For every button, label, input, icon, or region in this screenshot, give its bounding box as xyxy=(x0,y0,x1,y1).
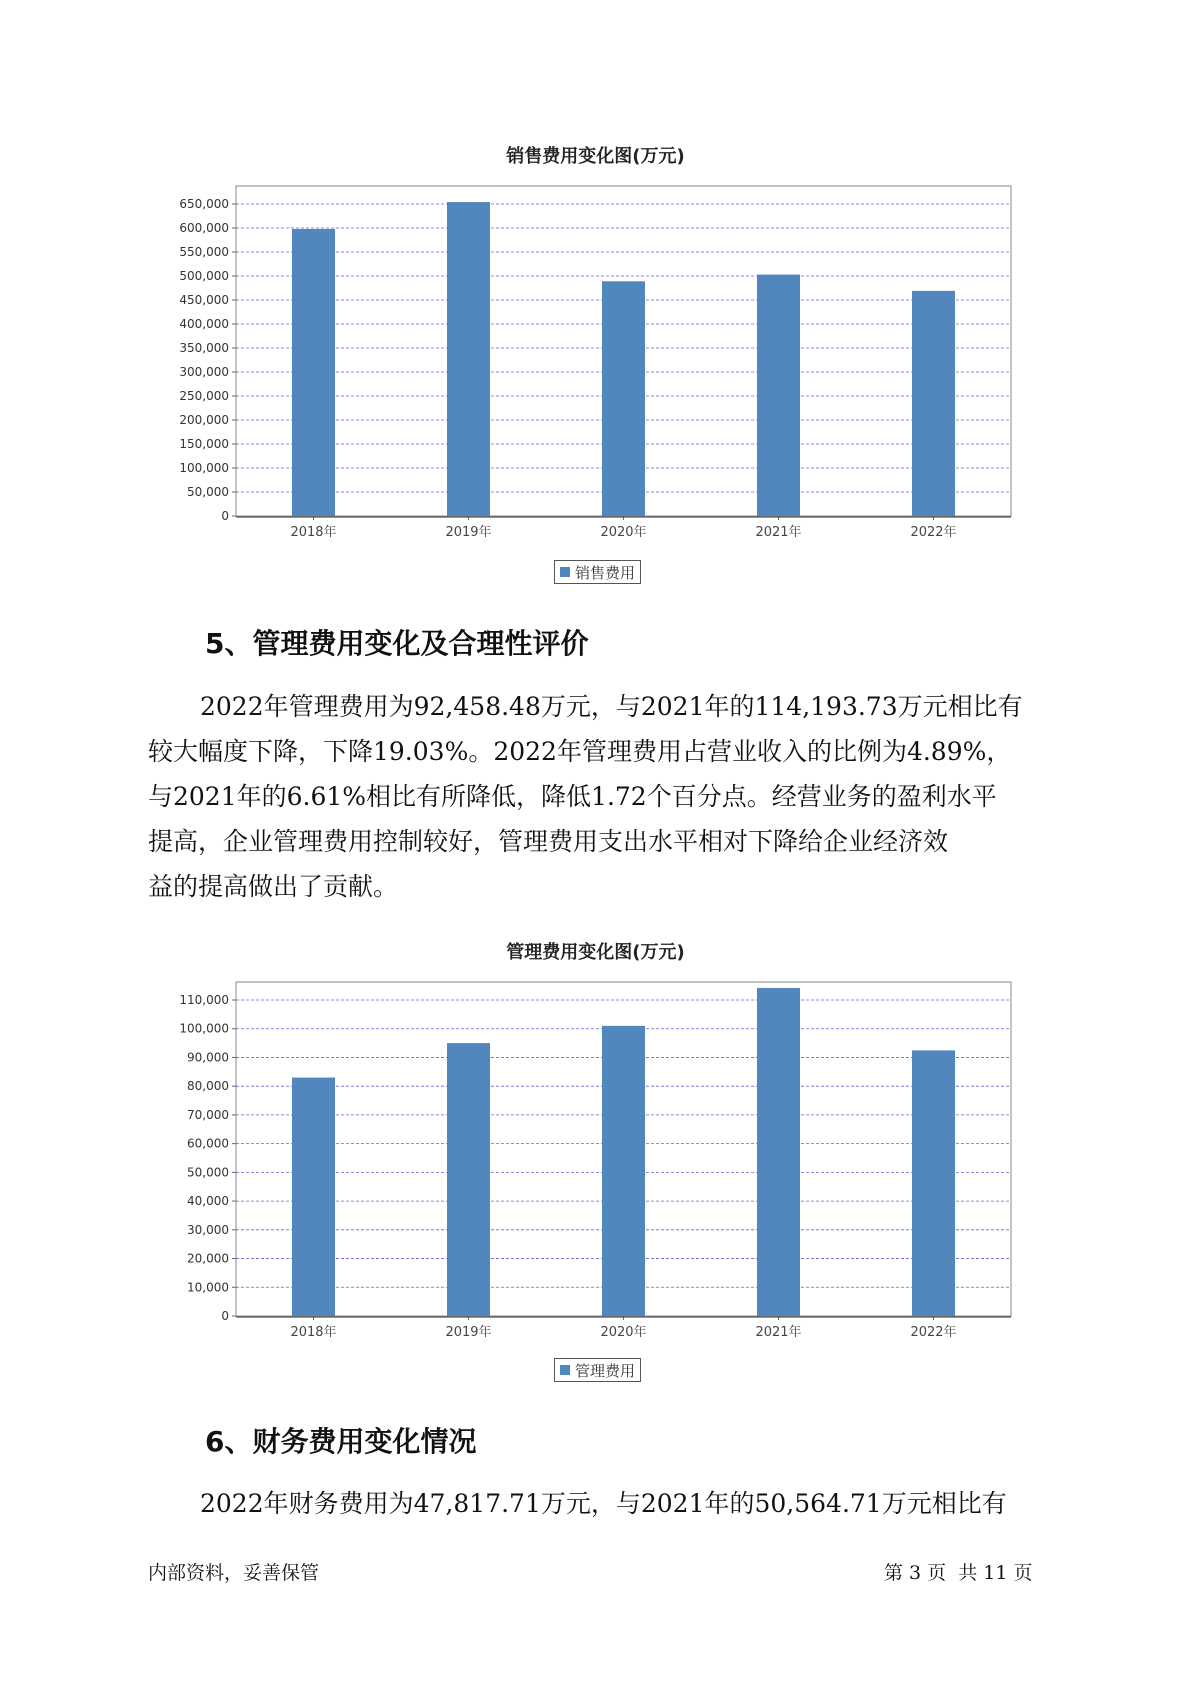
y-tick-label: 0 xyxy=(221,1309,229,1323)
x-tick-label: 2019年 xyxy=(445,525,492,538)
x-tick-label: 2018年 xyxy=(290,1325,337,1338)
bar-2022年 xyxy=(912,291,955,516)
y-tick-label: 200,000 xyxy=(179,413,229,427)
bar-2020年 xyxy=(602,1026,645,1316)
legend-swatch xyxy=(560,1365,570,1375)
bar-2022年 xyxy=(912,1050,955,1316)
y-tick-label: 600,000 xyxy=(179,221,229,235)
bar-2021年 xyxy=(757,275,800,516)
x-tick-label: 2021年 xyxy=(755,1325,802,1338)
bar-2019年 xyxy=(447,202,490,516)
sales-chart-legend xyxy=(554,560,641,584)
bar-2019年 xyxy=(447,1043,490,1316)
x-tick-label: 2019年 xyxy=(445,1325,492,1338)
bar-2018年 xyxy=(292,229,335,516)
paragraph-line: 与2021年的6.61%相比有所降低，降低1.72个百分点。经营业务的盈利水平 xyxy=(148,782,997,811)
x-tick-label: 2021年 xyxy=(755,525,802,538)
section6-paragraph xyxy=(148,1481,1053,1526)
footer-confidential-note: 内部资料，妥善保管 xyxy=(148,1562,320,1584)
paragraph-line: 2022年管理费用为92,458.48万元，与2021年的114,193.73万元相比有 xyxy=(200,692,1023,721)
y-tick-label: 110,000 xyxy=(179,993,229,1007)
y-tick-label: 150,000 xyxy=(179,437,229,451)
section6-heading: 6、财务费用变化情况 xyxy=(205,1425,477,1458)
y-tick-label: 50,000 xyxy=(187,485,229,499)
y-tick-label: 50,000 xyxy=(187,1165,229,1180)
y-tick-label: 350,000 xyxy=(179,341,229,355)
paragraph-line: 提高，企业管理费用控制较好，管理费用支出水平相对下降给企业经济效 xyxy=(148,827,949,856)
y-tick-label: 400,000 xyxy=(179,317,229,331)
mgmt-chart-svg xyxy=(150,974,1030,1338)
x-tick-label: 2022年 xyxy=(910,1325,957,1338)
y-tick-label: 90,000 xyxy=(187,1050,229,1065)
paragraph-line: 益的提高做出了贡献。 xyxy=(148,872,399,901)
x-tick-label: 2018年 xyxy=(290,525,337,538)
mgmt-chart-legend xyxy=(554,1358,641,1382)
bar-2021年 xyxy=(757,988,800,1316)
sales-chart-title: 销售费用变化图(万元) xyxy=(506,146,685,167)
mgmt-chart-title: 管理费用变化图(万元) xyxy=(506,942,685,963)
y-tick-label: 100,000 xyxy=(179,1021,229,1036)
footer-page-number: 第 3 页 共 11 页 xyxy=(884,1562,1033,1584)
y-tick-label: 70,000 xyxy=(187,1107,229,1122)
y-tick-label: 20,000 xyxy=(187,1251,229,1266)
y-tick-label: 0 xyxy=(221,509,229,523)
bar-2018年 xyxy=(292,1078,335,1316)
y-tick-label: 30,000 xyxy=(187,1222,229,1237)
x-tick-label: 2020年 xyxy=(600,525,647,538)
x-tick-label: 2022年 xyxy=(910,525,957,538)
y-tick-label: 80,000 xyxy=(187,1079,229,1094)
y-tick-label: 100,000 xyxy=(179,461,229,475)
y-tick-label: 300,000 xyxy=(179,365,229,379)
x-tick-label: 2020年 xyxy=(600,1325,647,1338)
section5-heading: 5、管理费用变化及合理性评价 xyxy=(205,627,589,660)
y-tick-label: 500,000 xyxy=(179,269,229,283)
sales-chart xyxy=(150,178,1030,538)
section5-paragraph xyxy=(148,684,1053,909)
y-tick-label: 250,000 xyxy=(179,389,229,403)
sales-chart-svg xyxy=(150,178,1030,538)
y-tick-label: 450,000 xyxy=(179,293,229,307)
y-tick-label: 550,000 xyxy=(179,245,229,259)
y-tick-label: 650,000 xyxy=(179,197,229,211)
y-tick-label: 40,000 xyxy=(187,1194,229,1209)
mgmt-chart xyxy=(150,974,1030,1338)
y-tick-label: 10,000 xyxy=(187,1280,229,1295)
paragraph-line: 2022年财务费用为47,817.71万元，与2021年的50,564.71万元相比有 xyxy=(200,1489,1007,1518)
bar-2020年 xyxy=(602,281,645,516)
paragraph-line: 较大幅度下降，下降19.03%。2022年管理费用占营业收入的比例为4.89%， xyxy=(148,737,1012,766)
y-tick-label: 60,000 xyxy=(187,1136,229,1151)
legend-swatch xyxy=(560,567,570,577)
sales-legend-label: 销售费用 xyxy=(575,563,636,582)
mgmt-legend-label: 管理费用 xyxy=(575,1361,636,1380)
